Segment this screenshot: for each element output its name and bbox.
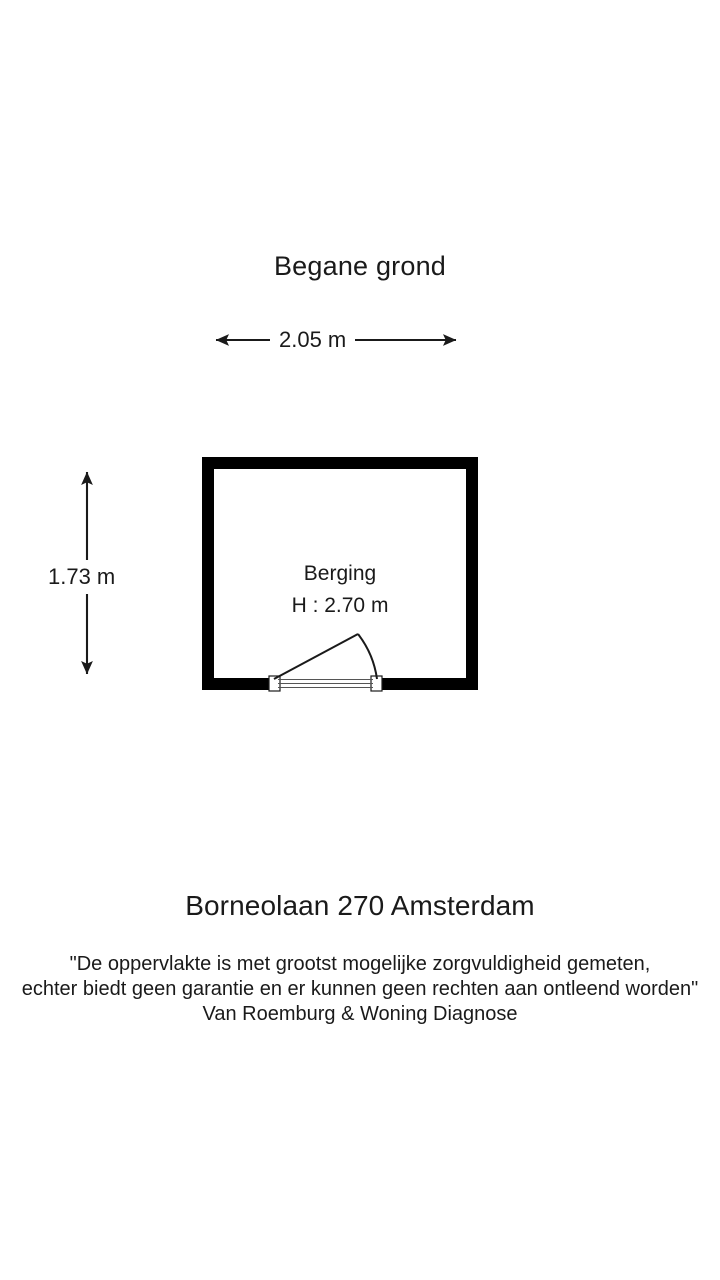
door-swing	[269, 634, 382, 691]
room-label-berging	[202, 560, 478, 619]
room-name: Berging	[303, 562, 377, 585]
width-dimension-label: 2.05 m	[270, 327, 355, 353]
height-dimension-label: 1.73 m	[44, 560, 119, 594]
disclaimer-block	[0, 952, 720, 1027]
room-ceiling-height: H : 2.70 m	[291, 594, 389, 617]
company-name: Van Roemburg & Woning Diagnose	[202, 1003, 518, 1025]
disclaimer-line-1: "De oppervlakte is met grootst mogelijke zorgvuldigheid gemeten,	[69, 953, 651, 975]
floor-title: Begane grond	[273, 251, 447, 281]
property-address: Borneolaan 270 Amsterdam	[185, 890, 535, 921]
disclaimer-line-2: echter biedt geen garantie en er kunnen geen rechten aan ontleend worden"	[21, 978, 699, 1000]
